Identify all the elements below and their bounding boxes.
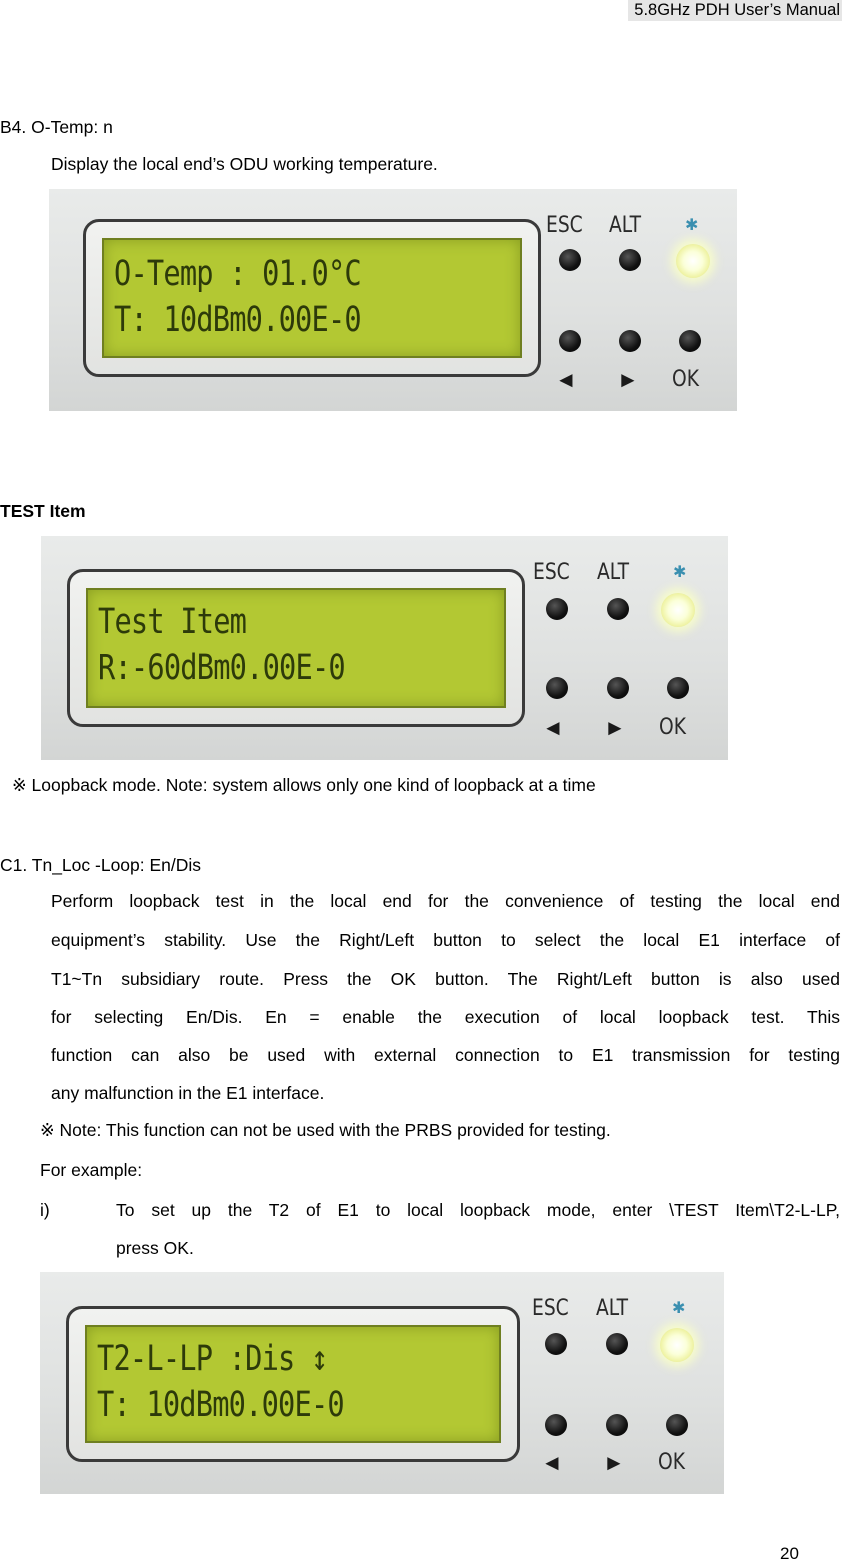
- esc-button[interactable]: [559, 249, 581, 271]
- paragraph-line: for selecting En/Dis. En = enable the execution of local loopback test. This: [51, 1007, 840, 1027]
- alt-button[interactable]: [619, 249, 641, 271]
- ok-label: OK: [659, 715, 686, 740]
- list-item-marker: i): [40, 1200, 50, 1220]
- alt-label: ALT: [596, 1296, 629, 1321]
- right-arrow-icon: ►: [617, 367, 639, 392]
- ok-label: OK: [658, 1450, 685, 1475]
- ok-label: OK: [672, 367, 699, 392]
- ok-button[interactable]: [679, 330, 701, 352]
- ok-button[interactable]: [666, 1414, 688, 1436]
- ok-button[interactable]: [667, 677, 689, 699]
- lcd-line-2: T: 10dBm0.00E-0: [97, 1385, 344, 1425]
- left-arrow-icon: ◄: [555, 367, 577, 392]
- alt-button[interactable]: [607, 598, 629, 620]
- paragraph-line: Perform loopback test in the local end for the convenience of testing the local end: [51, 891, 840, 911]
- power-led-icon: [660, 1328, 694, 1362]
- left-button[interactable]: [546, 677, 568, 699]
- esc-label: ESC: [533, 560, 570, 585]
- esc-button[interactable]: [545, 1333, 567, 1355]
- page-number: 20: [780, 1544, 799, 1563]
- section-b4-heading: B4. O-Temp: n: [0, 117, 113, 137]
- star-icon: ✱: [672, 1300, 686, 1317]
- lcd-line-1: T2-L-LP :Dis ↕: [97, 1339, 328, 1379]
- right-arrow-icon: ►: [604, 715, 626, 740]
- loopback-note: ※ Loopback mode. Note: system allows only one kind of loopback at a time: [12, 775, 596, 795]
- right-button[interactable]: [606, 1414, 628, 1436]
- lcd-line-2: T: 10dBm0.00E-0: [114, 300, 361, 340]
- right-button[interactable]: [607, 677, 629, 699]
- lcd-screen: [102, 238, 522, 358]
- star-icon: ✱: [685, 217, 699, 234]
- device-panel-1: [49, 189, 737, 411]
- manual-title: 5.8GHz PDH User’s Manual: [628, 0, 842, 21]
- power-led-icon: [661, 593, 695, 627]
- section-c1-heading: C1. Tn_Loc -Loop: En/Dis: [0, 855, 202, 875]
- power-led-icon: [676, 244, 710, 278]
- lcd-frame: [83, 219, 541, 377]
- left-button[interactable]: [559, 330, 581, 352]
- lcd-screen: [85, 1325, 501, 1443]
- paragraph-line: equipment’s stability. Use the Right/Left button to select the local E1 interface of: [51, 930, 840, 950]
- right-button[interactable]: [619, 330, 641, 352]
- lcd-line-1: Test Item: [98, 602, 247, 642]
- esc-button[interactable]: [546, 598, 568, 620]
- device-panel-3: [40, 1272, 724, 1494]
- lcd-frame: [67, 569, 525, 727]
- right-arrow-icon: ►: [603, 1450, 625, 1475]
- test-item-heading: TEST Item: [0, 501, 86, 521]
- lcd-line-2: R:-60dBm0.00E-0: [98, 648, 345, 688]
- list-item-line-1: To set up the T2 of E1 to local loopback mode, enter \TEST Item\T2-L-LP,: [116, 1200, 840, 1220]
- alt-button[interactable]: [606, 1333, 628, 1355]
- left-arrow-icon: ◄: [541, 1450, 563, 1475]
- alt-label: ALT: [597, 560, 630, 585]
- device-panel-2: [41, 536, 728, 760]
- star-icon: ✱: [673, 564, 687, 581]
- prbs-note: ※ Note: This function can not be used with the PRBS provided for testing.: [40, 1120, 611, 1140]
- alt-label: ALT: [609, 213, 642, 238]
- example-label: For example:: [40, 1160, 143, 1180]
- left-button[interactable]: [545, 1414, 567, 1436]
- paragraph-line: function can also be used with external connection to E1 transmission for testing: [51, 1045, 840, 1065]
- lcd-screen: [86, 588, 506, 708]
- left-arrow-icon: ◄: [542, 715, 564, 740]
- lcd-frame: [66, 1306, 520, 1462]
- lcd-line-1: O-Temp : 01.0°C: [114, 254, 361, 294]
- list-item-line-2: press OK.: [116, 1238, 194, 1258]
- paragraph-line: T1~Tn subsidiary route. Press the OK button. The Right/Left button is also used: [51, 969, 840, 989]
- esc-label: ESC: [532, 1296, 569, 1321]
- esc-label: ESC: [546, 213, 583, 238]
- section-b4-description: Display the local end’s ODU working temperature.: [51, 154, 438, 174]
- paragraph-line: any malfunction in the E1 interface.: [51, 1083, 325, 1103]
